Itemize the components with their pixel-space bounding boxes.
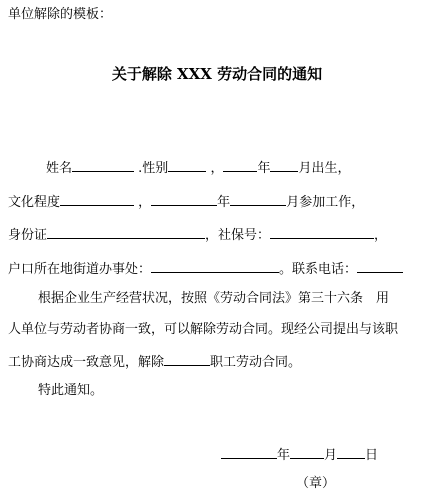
phone-blank[interactable]: [357, 259, 403, 273]
personal-info-row-2: [8, 192, 364, 212]
birth-month-blank[interactable]: [270, 158, 298, 172]
date-month-label: 月: [324, 448, 338, 463]
birth-year-blank[interactable]: [223, 158, 257, 172]
body-line-2: 人单位与劳动者协商一致，可以解除劳动合同。现经公司提出与该职: [8, 322, 399, 337]
date-year-blank[interactable]: [221, 445, 277, 459]
education-blank[interactable]: [60, 192, 134, 206]
gender-label: .性别: [138, 161, 169, 176]
body-line-1: 根据企业生产经营状况，按照《劳动合同法》第三十六条 用: [38, 291, 390, 306]
name-label: 姓名: [46, 161, 73, 176]
gender-blank[interactable]: [168, 158, 206, 172]
employee-name-blank[interactable]: [164, 352, 210, 366]
hukou-blank[interactable]: [151, 259, 279, 273]
work-month-blank[interactable]: [230, 192, 286, 206]
comma-sep: ，: [210, 161, 224, 176]
social-security-label: ，社保号：: [205, 228, 271, 243]
name-blank[interactable]: [72, 158, 134, 172]
education-label: 文化程度: [8, 195, 61, 210]
phone-label: 。联系电话：: [279, 262, 358, 277]
terminate-text: 工协商达成一致意见，解除: [8, 355, 165, 370]
year-label: 年: [257, 161, 271, 176]
body-line-3: [8, 352, 301, 372]
template-label: 单位解除的模板：: [8, 7, 113, 22]
work-year-label: 年: [217, 195, 231, 210]
date-line: [221, 445, 378, 465]
date-day-blank[interactable]: [337, 445, 365, 459]
date-month-blank[interactable]: [290, 445, 324, 459]
comma-end: ，: [374, 228, 388, 243]
id-card-blank[interactable]: [47, 225, 205, 239]
comma-sep: ，: [138, 195, 152, 210]
contract-text: 职工劳动合同。: [210, 355, 302, 370]
hukou-label: 户口所在地街道办事处：: [8, 262, 152, 277]
closing-statement: 特此通知。: [38, 383, 104, 398]
date-year-label: 年: [277, 448, 291, 463]
work-start-label: 月参加工作，: [286, 195, 365, 210]
personal-info-row-1: [46, 158, 350, 178]
date-day-label: 日: [365, 448, 379, 463]
id-card-label: 身份证: [8, 228, 48, 243]
work-year-blank[interactable]: [151, 192, 217, 206]
personal-info-row-4: [8, 259, 403, 279]
document-title: 关于解除 XXX 劳动合同的通知: [111, 65, 323, 83]
birth-month-label: 月出生，: [298, 161, 351, 176]
personal-info-row-3: [8, 225, 387, 245]
seal-label: （章）: [296, 476, 336, 491]
social-security-blank[interactable]: [270, 225, 374, 239]
